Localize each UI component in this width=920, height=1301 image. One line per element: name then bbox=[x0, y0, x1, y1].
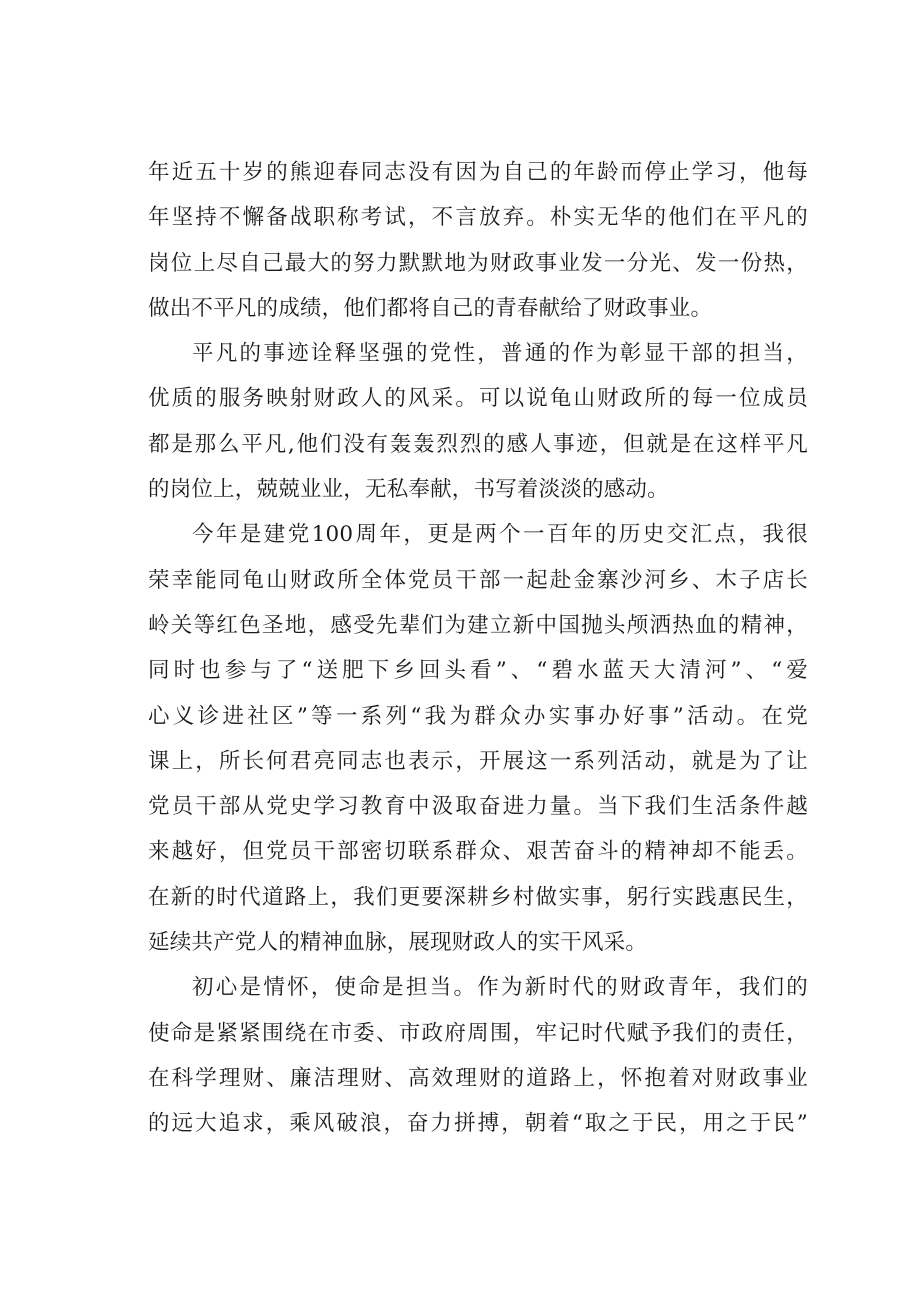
text-line: 在科学理财、廉洁理财、高效理财的道路上，怀抱着对财政事业 bbox=[148, 1065, 808, 1091]
text-line: 的远大追求，乘风破浪，奋力拼搏，朝着“取之于民，用之于民” bbox=[148, 1111, 808, 1137]
paragraph-first-line: 初心是情怀，使命是担当。作为新时代的财政青年，我们的 bbox=[192, 975, 808, 1001]
text-line: 课上，所长何君亮同志也表示，开展这一系列活动，就是为了让 bbox=[148, 748, 808, 774]
paragraph-first-line: 平凡的事迹诠释坚强的党性，普通的作为彰显干部的担当， bbox=[192, 341, 808, 367]
text-line: 荣幸能同龟山财政所全体党员干部一起赴金寨沙河乡、木子店长 bbox=[148, 567, 808, 593]
text-line: 做出不平凡的成绩，他们都将自己的青春献给了财政事业。 bbox=[148, 295, 713, 321]
text-line: 优质的服务映射财政人的风采。可以说龟山财政所的每一位成员 bbox=[148, 386, 808, 412]
text-line: 的岗位上，兢兢业业，无私奉献，书写着淡淡的感动。 bbox=[148, 477, 669, 503]
text-line: 来越好，但党员干部密切联系群众、艰苦奋斗的精神却不能丢。 bbox=[148, 839, 808, 865]
body-text bbox=[148, 150, 808, 1147]
text-line: 在新的时代道路上，我们更要深耕乡村做实事，躬行实践惠民生， bbox=[148, 884, 808, 910]
text-line: 心义诊进社区”等一系列“我为群众办实事办好事”活动。在党 bbox=[148, 703, 808, 729]
paragraph-first-line: 今年是建党100周年，更是两个一百年的历史交汇点，我很 bbox=[192, 522, 808, 548]
text-line: 都是那么平凡,他们没有轰轰烈烈的感人事迹，但就是在这样平凡 bbox=[148, 431, 808, 457]
text-line: 岭关等红色圣地，感受先辈们为建立新中国抛头颅洒热血的精神， bbox=[148, 612, 808, 638]
text-line: 岗位上尽自己最大的努力默默地为财政事业发一分光、发一份热， bbox=[148, 250, 808, 276]
text-line: 年近五十岁的熊迎春同志没有因为自己的年龄而停止学习，他每 bbox=[148, 160, 808, 185]
text-line: 同时也参与了“送肥下乡回头看”、“碧水蓝天大清河”、“爱 bbox=[148, 658, 808, 684]
text-line: 党员干部从党史学习教育中汲取奋进力量。当下我们生活条件越 bbox=[148, 794, 808, 820]
text-line: 年坚持不懈备战职称考试，不言放弃。朴实无华的他们在平凡的 bbox=[148, 205, 808, 231]
text-line: 延续共产党人的精神血脉，展现财政人的实干风采。 bbox=[148, 930, 648, 956]
text-line: 使命是紧紧围绕在市委、市政府周围，牢记时代赋予我们的责任， bbox=[148, 1020, 808, 1046]
